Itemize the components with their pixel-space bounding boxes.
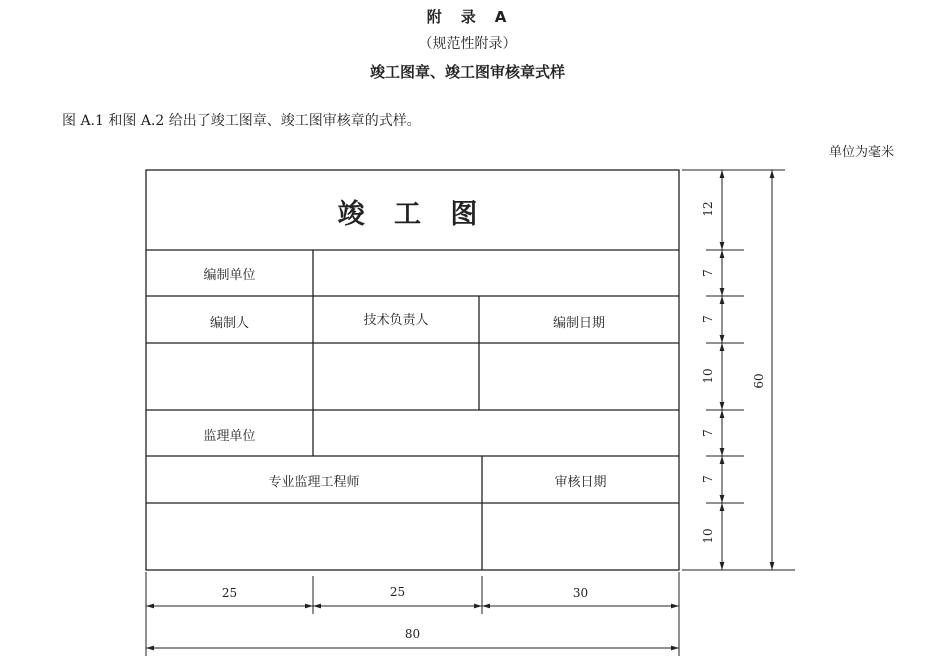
dim-right-2: 7 (701, 269, 715, 277)
dim-right-6: 7 (701, 475, 715, 483)
label-compile-date: 编制日期 (552, 316, 605, 331)
label-technical-lead: 技术负责人 (363, 313, 429, 328)
appendix-type: （规范性附录） (418, 36, 517, 52)
label-compiling-unit: 编制单位 (203, 268, 256, 283)
dim-right-7: 10 (701, 528, 715, 544)
dim-right-total: 60 (752, 373, 766, 389)
dim-right-4: 10 (701, 368, 715, 384)
dim-bottom-total: 80 (404, 627, 421, 641)
appendix-title: 竣工图章、竣工图审核章式样 (369, 63, 565, 81)
right-dimension-lines (682, 170, 795, 570)
dim-bottom-2: 25 (389, 585, 406, 599)
appendix-heading: 附 录 A (426, 8, 509, 26)
intro-paragraph: 图 A.1 和图 A.2 给出了竣工图章、竣工图审核章的式样。 (62, 113, 421, 129)
dim-right-5: 7 (701, 429, 715, 437)
dim-bottom-3: 30 (572, 586, 589, 600)
dim-bottom-1: 25 (221, 586, 238, 600)
unit-note: 单位为毫米 (829, 145, 895, 160)
stamp-title: 竣 工 图 (337, 199, 488, 230)
dim-right-1: 12 (701, 201, 715, 217)
dim-right-3: 7 (701, 315, 715, 323)
label-compiler: 编制人 (209, 316, 249, 331)
label-supervision-unit: 监理单位 (203, 429, 256, 444)
label-supervising-engineer: 专业监理工程师 (268, 475, 360, 490)
label-review-date: 审核日期 (554, 475, 607, 490)
